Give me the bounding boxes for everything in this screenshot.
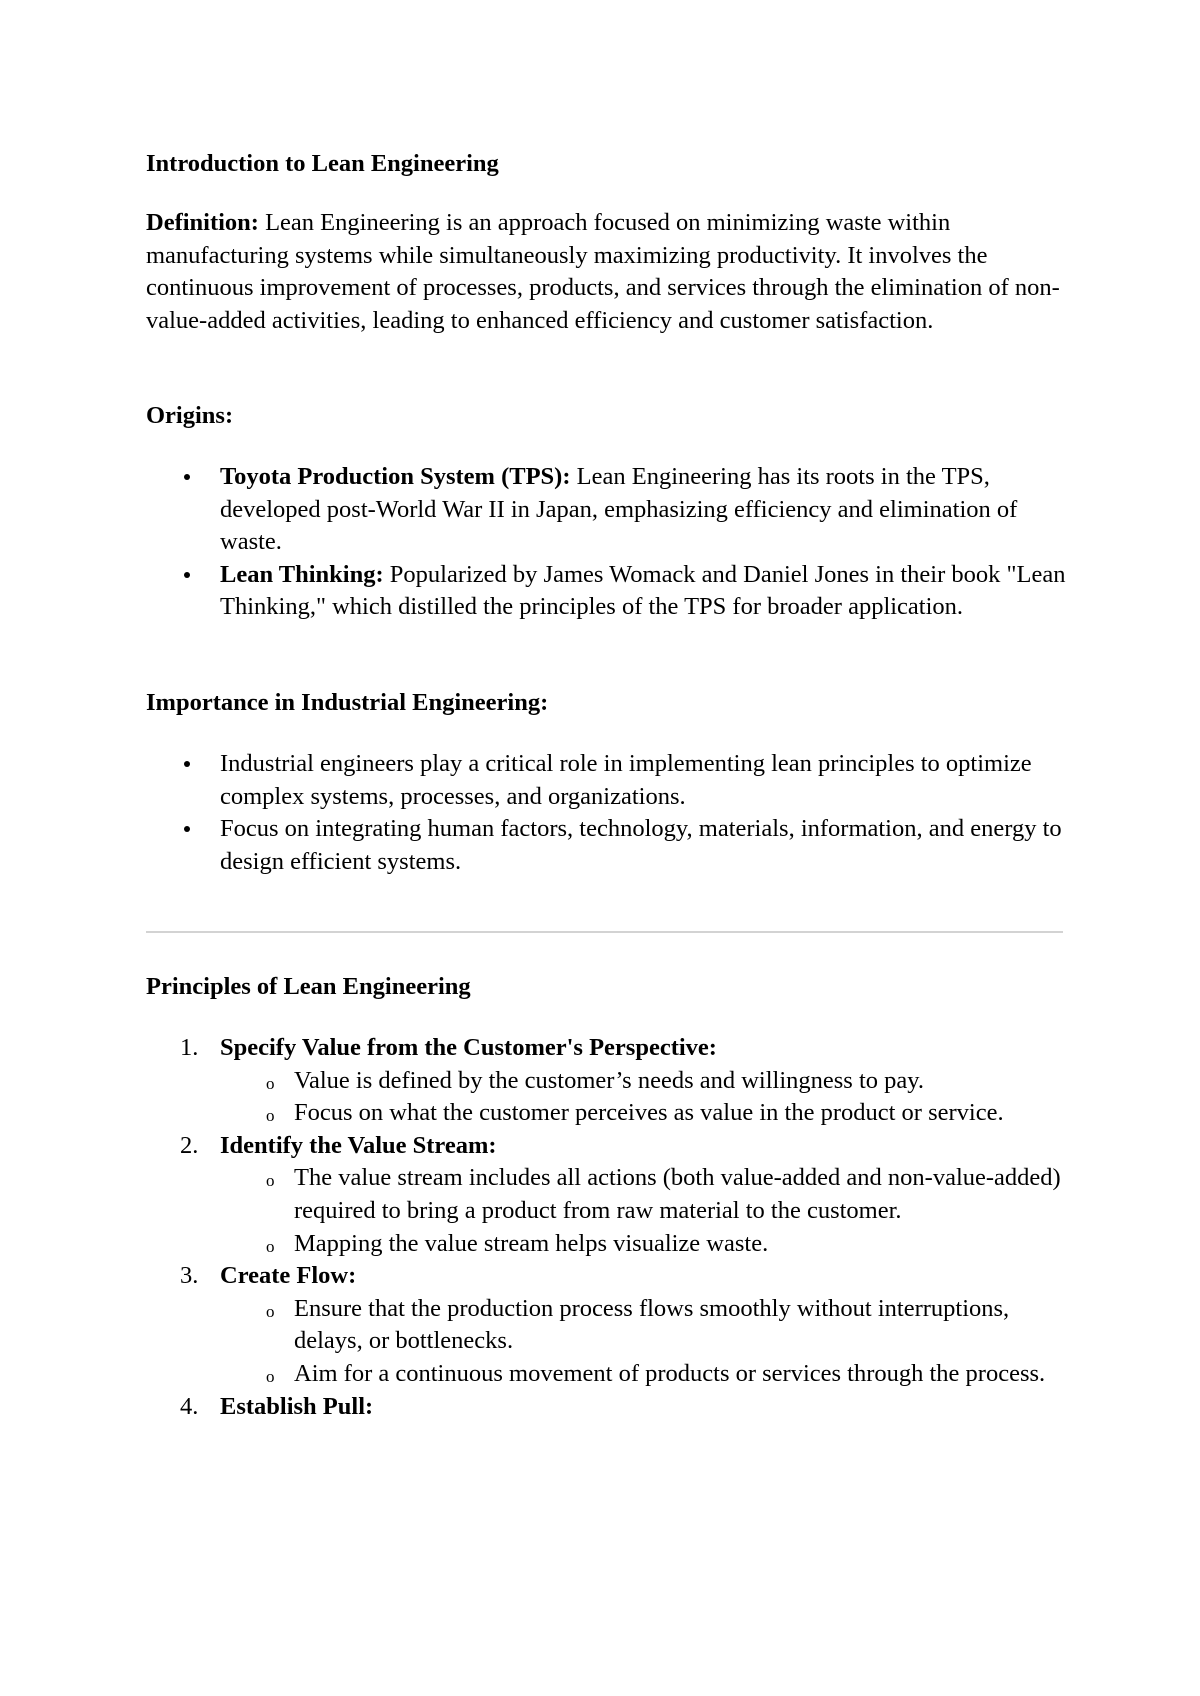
horizontal-divider [146, 931, 1063, 933]
list-item [146, 461, 1066, 559]
list-item [146, 1391, 1066, 1424]
list-item: Focus on integrating human factors, technology, materials, information, and energy to design efficient systems. [146, 813, 1066, 878]
item-number: 3. [180, 1262, 199, 1290]
sub-list [220, 1162, 1066, 1260]
principle-label: Establish Pull: [220, 1392, 374, 1420]
circle-bullet-icon: o [266, 1073, 275, 1093]
origins-item-text: Lean Engineering has its roots in the TPS, developed post-World War II in Japan, emphasizing efficiency and elimination of waste. [220, 463, 1018, 556]
sub-item-text: Mapping the value stream helps visualize waste. [294, 1229, 769, 1257]
item-number: 4. [180, 1392, 199, 1420]
list-item [146, 559, 1066, 624]
circle-bullet-icon: o [266, 1366, 275, 1386]
sub-list-item [220, 1358, 1066, 1391]
sub-list-item [220, 1097, 1066, 1130]
sub-item-text: Aim for a continuous movement of products or services through the process. [294, 1359, 1046, 1387]
importance-heading: Importance in Industrial Engineering: [146, 689, 549, 716]
sub-item-text: Focus on what the customer perceives as value in the product or service. [294, 1099, 1004, 1127]
sub-item-text: Ensure that the production process flows smoothly without interruptions, delays, or bottlenecks. [294, 1294, 1010, 1355]
sub-list [220, 1293, 1066, 1391]
sub-item-text: The value stream includes all actions (both value-added and non-value-added) required to bring a product from raw material to the customer. [294, 1164, 1061, 1224]
origins-heading: Origins: [146, 402, 234, 429]
list-item [146, 1260, 1066, 1390]
importance-list [146, 748, 1066, 878]
principles-title: Principles of Lean Engineering [146, 973, 471, 1000]
definition-paragraph [146, 207, 1066, 337]
principles-list [146, 1032, 1066, 1423]
intro-title: Introduction to Lean Engineering [146, 150, 499, 177]
origins-item-text: Popularized by James Womack and Daniel Jones in their book "Lean Thinking," which distilled the principles of the TPS for broader application. [220, 560, 1066, 621]
origins-list [146, 461, 1066, 624]
list-item [146, 1032, 1066, 1130]
list-item: Industrial engineers play a critical role in implementing lean principles to optimize complex systems, processes, and organizations. [146, 748, 1066, 813]
list-item [146, 1130, 1066, 1260]
sub-list-item [220, 1228, 1066, 1261]
sub-list [220, 1065, 1066, 1130]
origins-item-label: Lean Thinking: [220, 560, 384, 588]
principle-label: Identify the Value Stream: [220, 1131, 497, 1159]
item-number: 1. [180, 1034, 199, 1061]
sub-item-text: Value is defined by the customer’s needs and willingness to pay. [294, 1066, 925, 1094]
circle-bullet-icon: o [266, 1171, 275, 1191]
circle-bullet-icon: o [266, 1301, 275, 1321]
circle-bullet-icon: o [266, 1106, 275, 1126]
sub-list-item [220, 1293, 1066, 1358]
sub-list-item [220, 1065, 1066, 1098]
sub-list-item [220, 1162, 1066, 1227]
definition-text: Lean Engineering is an approach focused on minimizing waste within manufacturing systems while simultaneously maximizing productivity. It involves the continuous improvement of processes, products, and services through the elimination of non-value-added activities, leading to enhanced efficiency and customer satisfaction. [146, 209, 1060, 334]
definition-label: Definition: [146, 209, 259, 236]
principle-label: Create Flow: [220, 1262, 357, 1290]
item-number: 2. [180, 1131, 199, 1159]
origins-item-label: Toyota Production System (TPS): [220, 463, 571, 490]
circle-bullet-icon: o [266, 1236, 275, 1256]
principle-label: Specify Value from the Customer's Perspective: [220, 1034, 717, 1061]
